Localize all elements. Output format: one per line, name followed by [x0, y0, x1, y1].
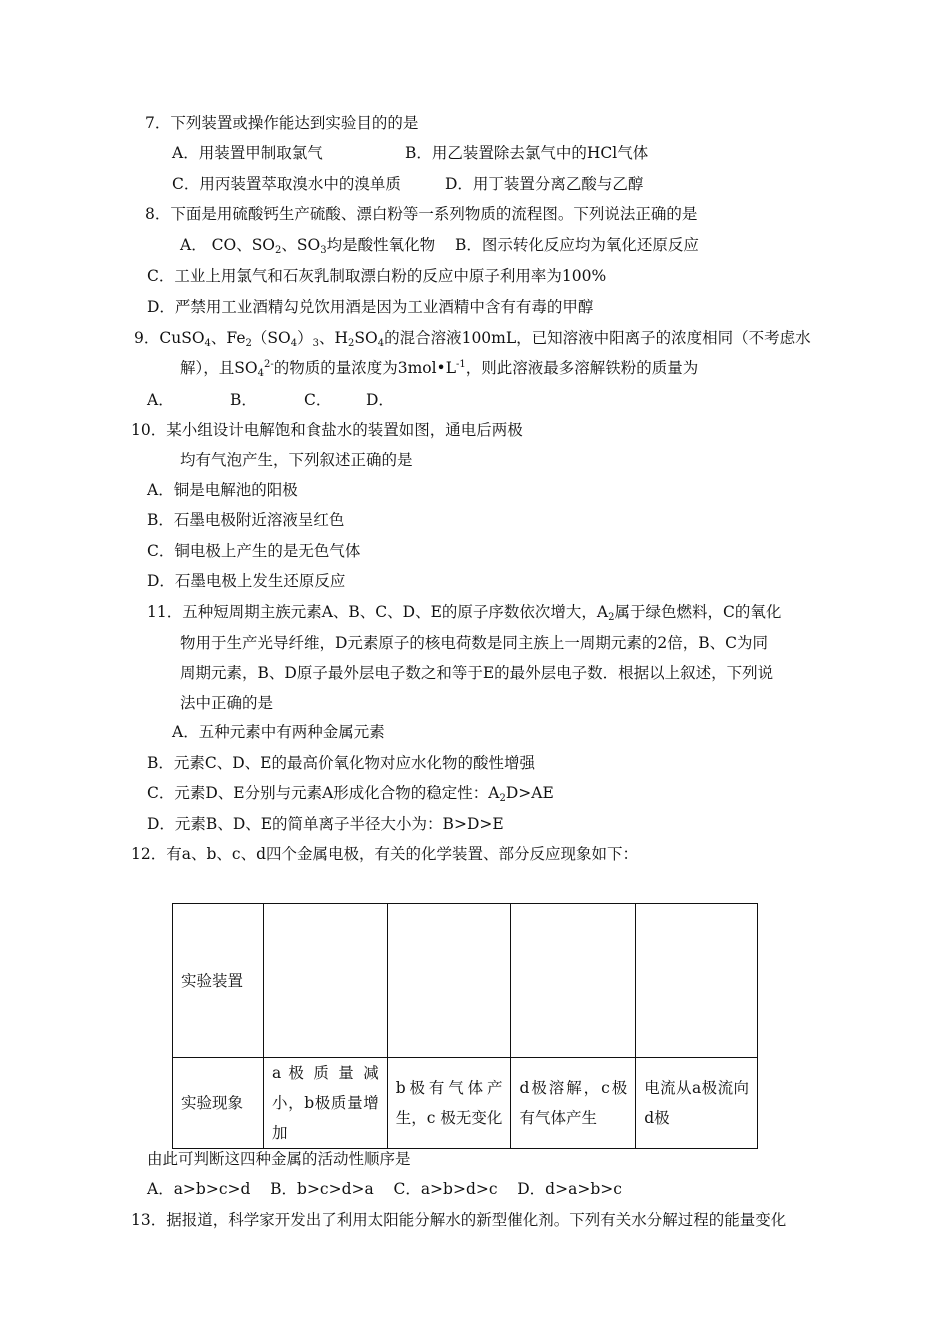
- phenomenon-cell-2: b极有气体产生，c 极无变化: [387, 1058, 511, 1149]
- apparatus-cell-1: [263, 904, 387, 1058]
- q11-option-a: A．五种元素中有两种金属元素: [172, 723, 385, 741]
- q11-option-c: C．元素D、E分别与元素A形成化合物的稳定性：$A_2D>AE$: [147, 784, 554, 804]
- q9-stem-line1: 9．CuSO$_4$、$Fe_2(SO_4)_3$、$H_2SO_4$的混合溶液100mL，已知溶液中阳离子的浓度相同（不考虑水: [134, 329, 811, 349]
- phenomenon-cell-1: a 极 质 量 减 小，b极质量增加: [263, 1058, 387, 1149]
- q9-option-b: B．: [230, 391, 257, 409]
- q7-option-a: A．用装置甲制取氯气: [172, 144, 323, 162]
- q10-option-b: B．石墨电极附近溶液呈红色: [147, 511, 345, 529]
- q10-option-d: D．石墨电极上发生还原反应: [147, 572, 346, 590]
- apparatus-cell-2: [387, 904, 511, 1058]
- q7-stem: 7．下列装置或操作能达到实验目的的是: [145, 114, 419, 132]
- q10-option-c: C．铜电极上产生的是无色气体: [147, 542, 361, 560]
- phenomenon-cell-3: d极溶解，c极有气体产生: [511, 1058, 636, 1149]
- apparatus-cell-3: [511, 904, 636, 1058]
- q11-stem-line4: 法中正确的是: [180, 694, 274, 712]
- apparatus-cell-4: [636, 904, 758, 1058]
- phenomenon-cell-4: 电流从a极流向d极: [636, 1058, 758, 1149]
- q8-option-d: D．严禁用工业酒精勾兑饮用酒是因为工业酒精中含有有毒的甲醇: [147, 298, 594, 316]
- table-row-apparatus: [173, 904, 758, 1058]
- q12-options: A．a>b>c>d B．b>c>d>a C．a>b>d>c D．d>a>b>c: [147, 1180, 622, 1198]
- q8-stem: 8．下面是用硫酸钙生产硫酸、漂白粉等一系列物质的流程图。下列说法正确的是: [145, 205, 698, 223]
- q10-stem-line1: 10．某小组设计电解饱和食盐水的装置如图，通电后两极: [131, 421, 523, 439]
- q11-stem-line2: 物用于生产光导纤维，D元素原子的核电荷数是同主族上一周期元素的2倍，B、C为同: [180, 634, 769, 652]
- q8-option-c: C．工业上用氯气和石灰乳制取漂白粉的反应中原子利用率为100%: [147, 267, 607, 285]
- q11-option-d: D．元素B、D、E的简单离子半径大小为：B>D>E: [147, 815, 504, 833]
- table-row-phenomena: [173, 1058, 758, 1149]
- q12-stem: 12．有a、b、c、d四个金属电极，有关的化学装置、部分反应现象如下：: [131, 845, 638, 863]
- q12-conclusion: 由此可判断这四种金属的活动性顺序是: [147, 1150, 411, 1168]
- q7-option-b: B．用乙装置除去氯气中的HCl气体: [405, 144, 649, 162]
- q9-option-d: D．: [366, 391, 394, 409]
- q8-option-a: A． CO、$SO_2$、$SO_3$均是酸性氧化物: [180, 236, 436, 256]
- q9-option-a: A．: [147, 391, 174, 409]
- experiment-table: [172, 903, 758, 1149]
- row-header-apparatus: 实验装置: [173, 904, 264, 1058]
- q9-stem-line2: 解），且$SO_4^{2-}$的物质的量浓度为$3mol•L^{-1}$，则此溶液最多溶解铁粉的质量为: [180, 359, 699, 379]
- row-header-phenomena: 实验现象: [173, 1058, 264, 1149]
- q7-option-c: C．用丙装置萃取溴水中的溴单质: [172, 175, 401, 193]
- q8-option-b: B．图示转化反应均为氧化还原反应: [455, 236, 699, 254]
- q11-stem-line3: 周期元素，B、D原子最外层电子数之和等于E的最外层电子数．根据以上叙述，下列说: [180, 664, 774, 682]
- q9-option-c: C．: [304, 391, 332, 409]
- q13-stem: 13．据报道，科学家开发出了利用太阳能分解水的新型催化剂。下列有关水分解过程的能量变化: [131, 1211, 787, 1229]
- q11-stem-line1: 11．五种短周期主族元素A、B、C、D、E的原子序数依次增大，$A_2$属于绿色燃料，C的氧化: [147, 603, 782, 623]
- q11-option-b: B．元素C、D、E的最高价氧化物对应水化物的酸性增强: [147, 754, 535, 772]
- q7-option-d: D．用丁装置分离乙酸与乙醇: [445, 175, 644, 193]
- q10-option-a: A．铜是电解池的阳极: [147, 481, 298, 499]
- q10-stem-line2: 均有气泡产生，下列叙述正确的是: [180, 451, 413, 469]
